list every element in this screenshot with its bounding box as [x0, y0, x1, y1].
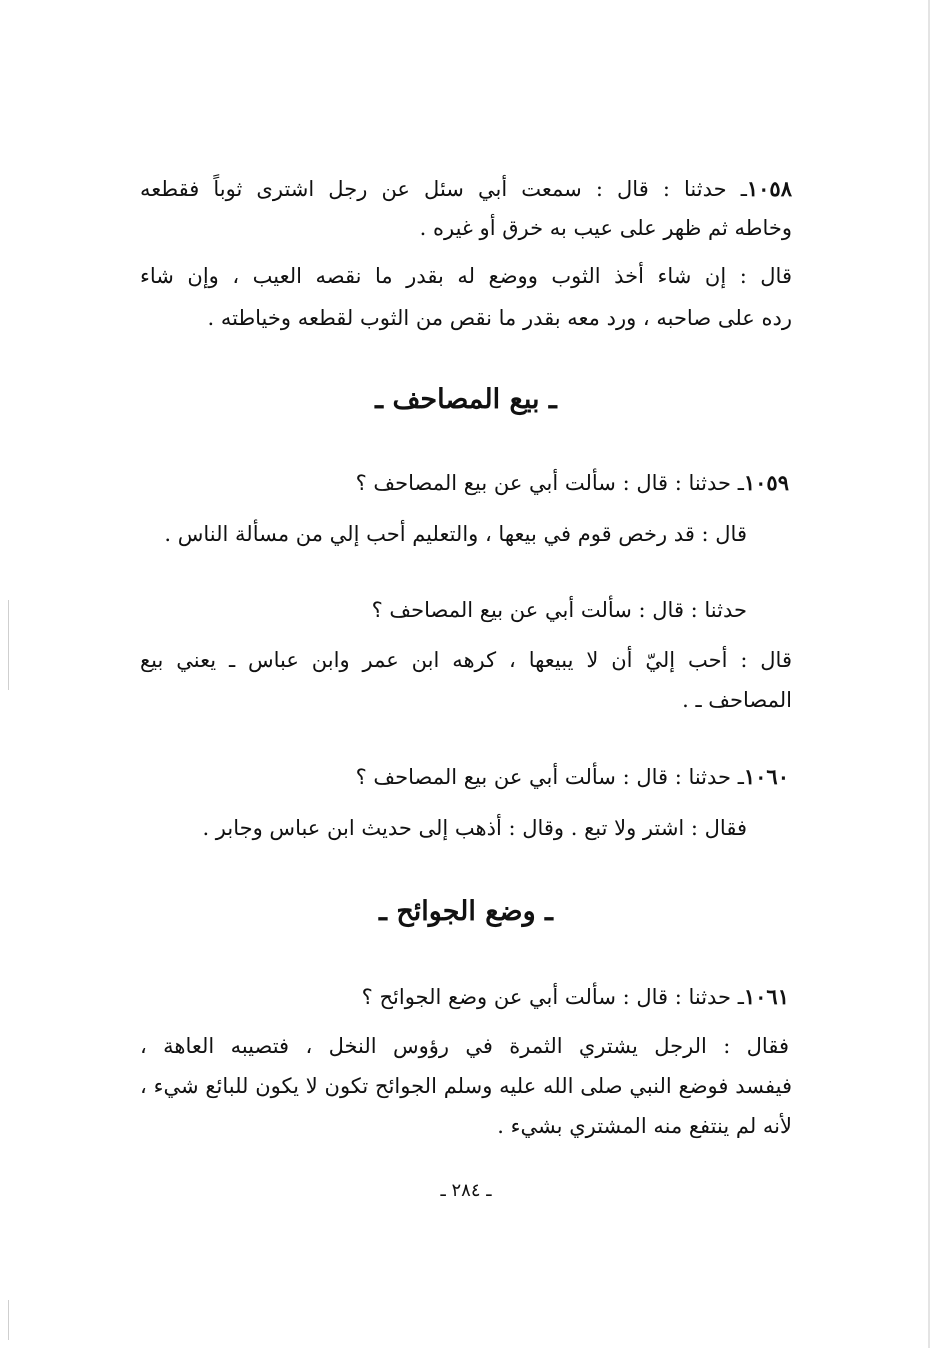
- entry-number: ١٠٦١: [743, 984, 789, 1009]
- section-heading: ـ وضع الجوائح ـ: [379, 896, 553, 927]
- entry-1061-line-4: لأنه لم ينتفع منه المشتري بشيء .: [497, 1114, 792, 1138]
- entry-text: ـ حدثنا : قال : سألت أبي عن بيع المصاحف ؟: [355, 765, 744, 789]
- section-heading: ـ بيع المصاحف ـ: [375, 384, 557, 415]
- entry-text: ـ حدثنا : قال : سمعت أبي سئل عن رجل اشترى ثوباً فقطعه: [140, 177, 747, 201]
- entry-1058-line-1: [140, 176, 792, 202]
- entry-1058-line-2: وخاطه ثم ظهر على عيب به خرق أو غيره .: [419, 216, 792, 240]
- entry-1059-line-5: المصاحف ـ .: [682, 688, 792, 712]
- entry-1058-line-3: قال : إن شاء أخذ الثوب ووضع له بقدر ما نقصه العيب ، وإن شاء: [140, 264, 792, 288]
- entry-number: ١٠٦٠: [743, 764, 789, 789]
- entry-1060-line-2: فقال : اشتر ولا تبع . وقال : أذهب إلى حديث ابن عباس وجابر .: [202, 816, 747, 840]
- scan-margin-mark: [8, 1300, 9, 1340]
- scan-edge-mark: [928, 0, 930, 1348]
- entry-1058-line-4: رده على صاحبه ، ورد معه بقدر ما نقص من الثوب لقطعه وخياطته .: [207, 306, 792, 330]
- entry-1059-line-2: قال : قد رخص قوم في بيعها ، والتعليم أحب إلي من مسألة الناس .: [164, 522, 747, 546]
- entry-1061-line-1: [140, 984, 789, 1010]
- entry-1061-line-3: فيفسد فوضع النبي صلى الله عليه وسلم الجوائح تكون لا يكون للبائع شيء ،: [140, 1074, 792, 1098]
- entry-1059-line-4: قال : أحب إليّ أن لا يبيعها ، كرهه ابن عمر وابن عباس ـ يعني بيع: [140, 648, 792, 672]
- entry-1059-line-3: حدثنا : قال : سألت أبي عن بيع المصاحف ؟: [371, 598, 747, 622]
- page-number: ـ ٢٨٤ ـ: [440, 1180, 492, 1201]
- entry-number: ١٠٥٨: [746, 176, 792, 201]
- entry-1059-line-1: [140, 470, 789, 496]
- entry-number: ١٠٥٩: [743, 470, 789, 495]
- entry-text: ـ حدثنا : قال : سألت أبي عن بيع المصاحف ؟: [355, 471, 744, 495]
- entry-1060-line-1: [140, 764, 789, 790]
- entry-text: ـ حدثنا : قال : سألت أبي عن وضع الجوائح ؟: [361, 985, 744, 1009]
- scan-margin-mark: [8, 600, 9, 690]
- entry-1061-line-2: فقال : الرجل يشتري الثمرة في رؤوس النخل ، فتصيبه العاهة ،: [140, 1034, 789, 1058]
